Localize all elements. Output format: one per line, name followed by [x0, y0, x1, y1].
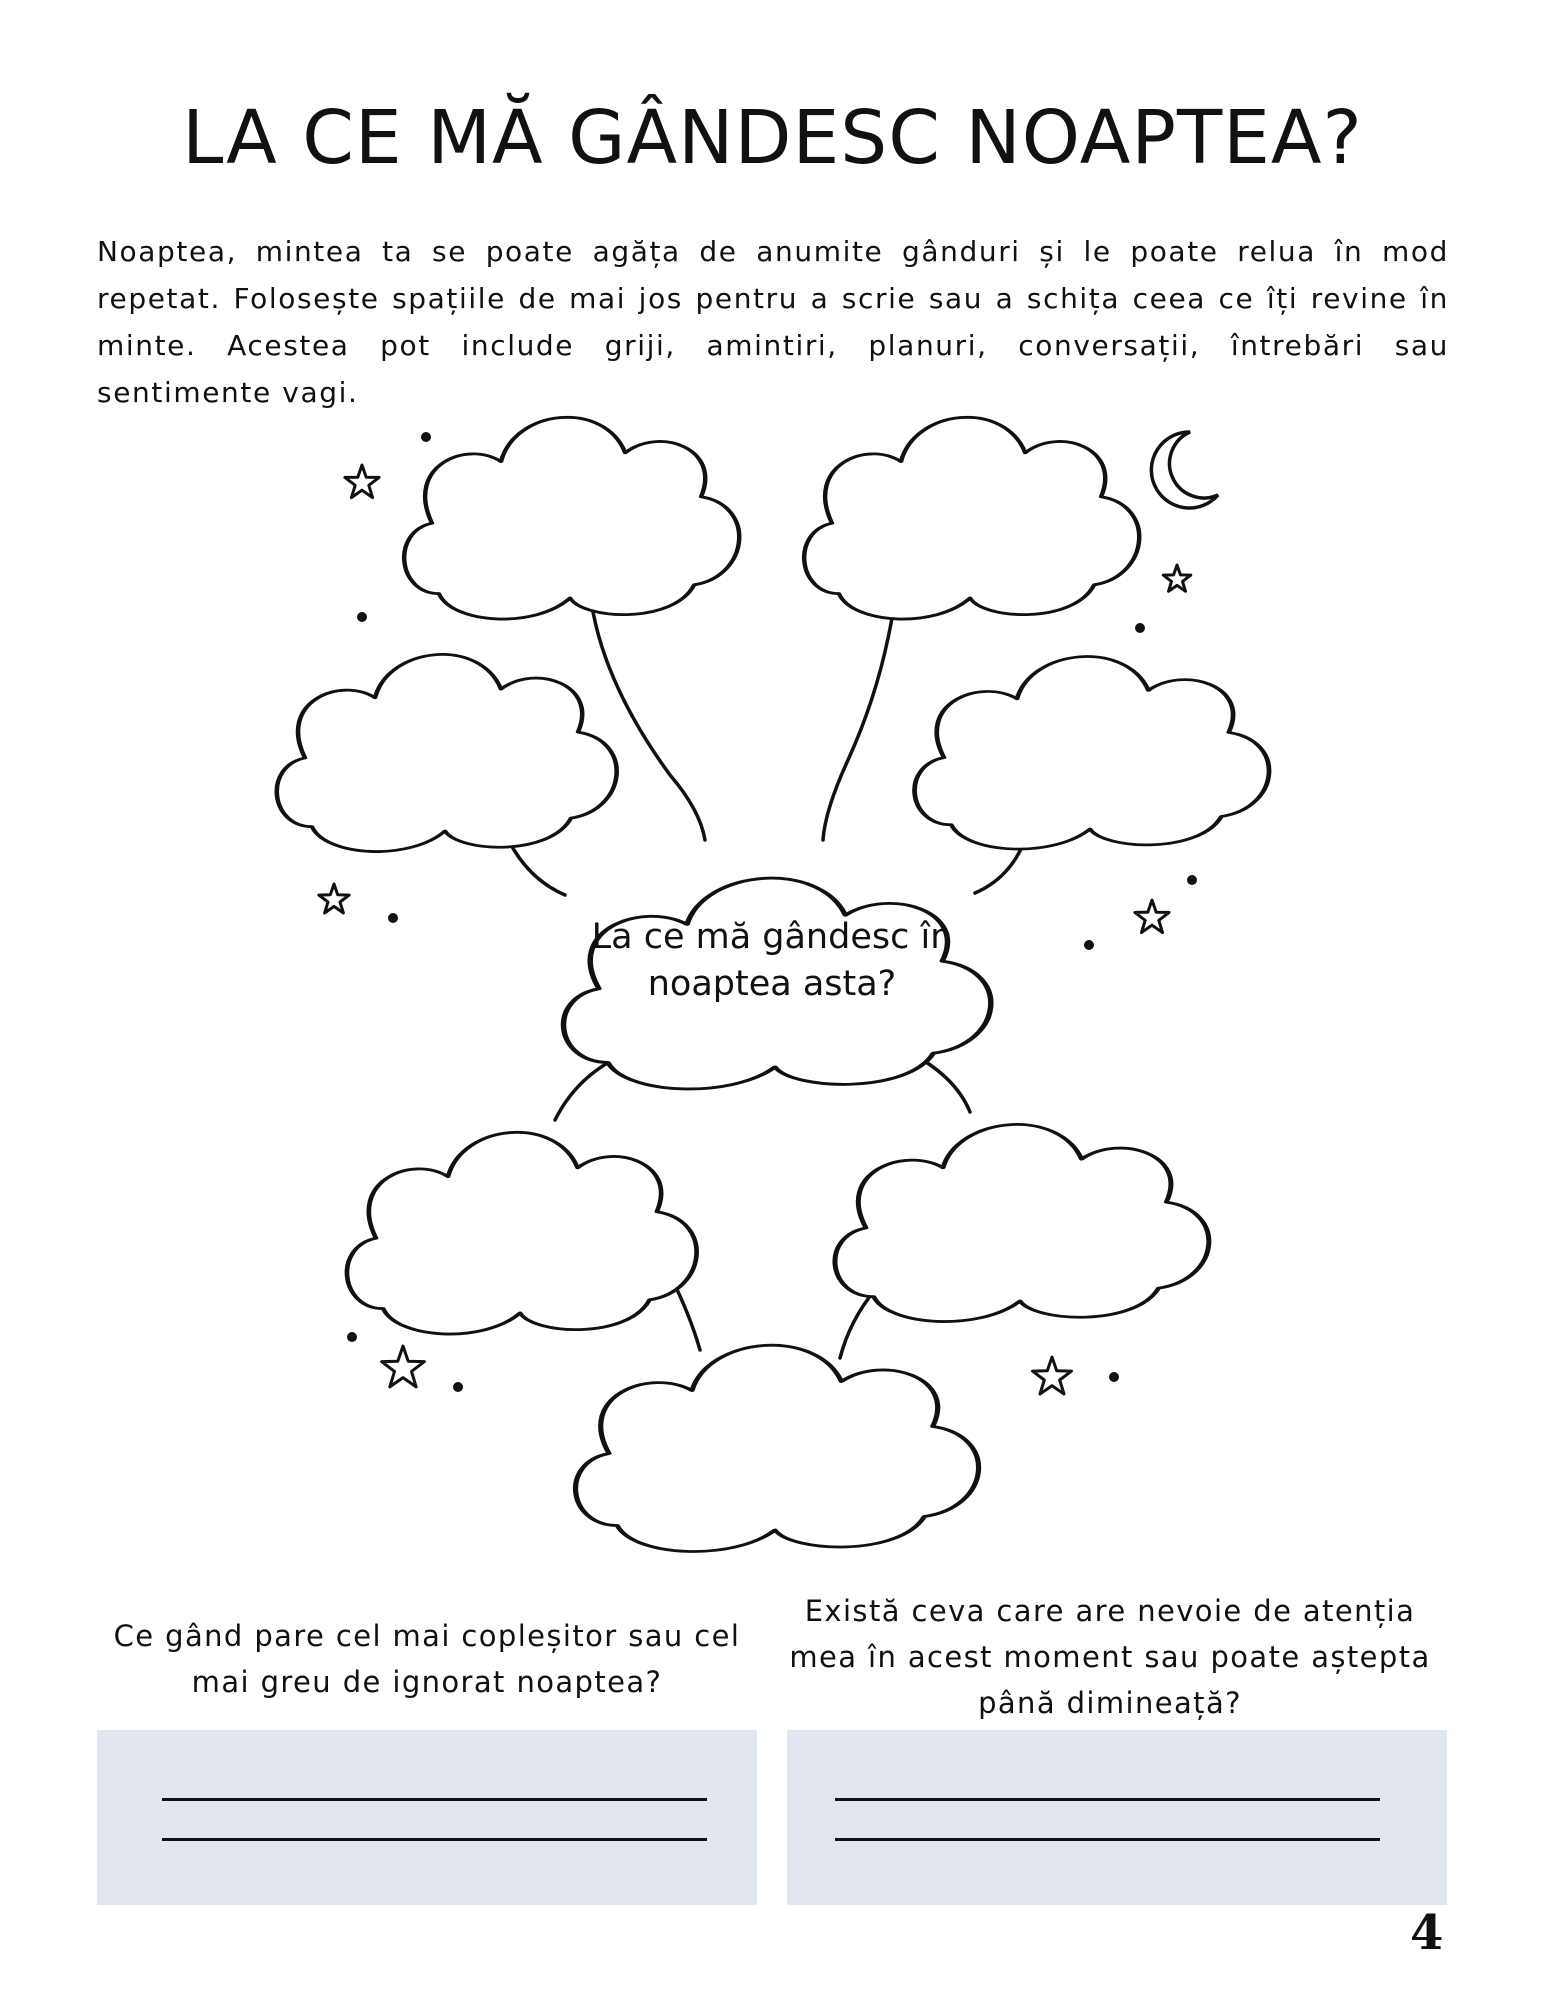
star-icon	[1033, 1357, 1072, 1394]
thought-cloud	[404, 417, 739, 619]
dot-icon	[1109, 1372, 1119, 1382]
dot-icon	[421, 432, 431, 442]
center-cloud-label: noaptea asta?	[647, 964, 897, 1004]
writing-line	[835, 1798, 1380, 1801]
dot-icon	[1084, 940, 1094, 950]
dot-icon	[1135, 623, 1145, 633]
question-right: Există ceva care are nevoie de atenția mea în acest moment sau poate aștepta până dimineață?	[789, 1594, 1431, 1720]
thought-cloud	[915, 657, 1269, 850]
answer-box-left[interactable]	[97, 1730, 757, 1905]
thought-cloud	[804, 417, 1139, 619]
intro-paragraph: Noaptea, mintea ta se poate agăța de anumite gânduri și le poate relua în mod repetat. Folosește spațiile de mai jos pentru a scrie sau a schița ceea ce îți revine în minte. Acestea pot include griji, amintiri, planuri, conversații, întrebări sau sentimente vagi.	[97, 235, 1449, 409]
star-icon	[1163, 565, 1191, 591]
writing-line	[835, 1838, 1380, 1841]
page-number: 4	[1410, 1905, 1444, 1961]
moon-icon	[1151, 432, 1218, 508]
star-icon	[319, 884, 349, 913]
connector-line	[823, 612, 893, 840]
thought-cloud	[576, 1345, 979, 1551]
writing-line	[162, 1798, 707, 1801]
center-cloud-label: La ce mă gândesc în	[591, 917, 953, 957]
dot-icon	[357, 612, 367, 622]
writing-line	[162, 1838, 707, 1841]
connector-line	[840, 1290, 875, 1358]
answer-box-right[interactable]	[787, 1730, 1447, 1905]
star-icon	[345, 465, 379, 498]
dot-icon	[388, 913, 398, 923]
thought-cloud	[347, 1132, 697, 1334]
question-left: Ce gând pare cel mai copleșitor sau cel mai greu de ignorat noaptea?	[113, 1619, 741, 1699]
connector-line	[510, 843, 565, 895]
dot-icon	[1187, 875, 1197, 885]
star-icon	[1135, 900, 1169, 933]
dot-icon	[347, 1332, 357, 1342]
thought-cloud	[277, 654, 617, 851]
page-title: LA CE MĂ GÂNDESC NOAPTEA?	[182, 95, 1363, 181]
dot-icon	[453, 1382, 463, 1392]
star-icon	[382, 1346, 425, 1387]
connector-line	[593, 612, 705, 840]
thought-cloud	[835, 1124, 1209, 1321]
